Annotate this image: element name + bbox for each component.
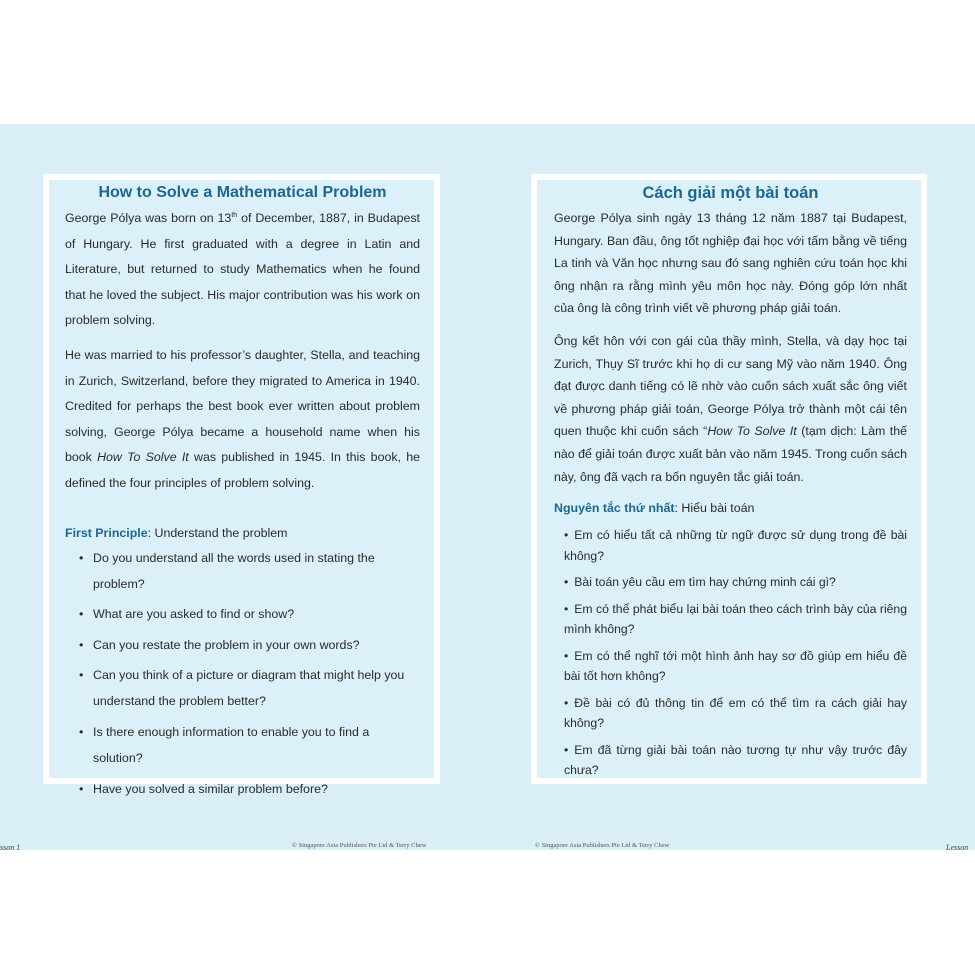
copyright-left: © Singapore Asia Publishers Pte Ltd & Terry Chew [292,842,427,849]
vietnamese-question-list [554,525,907,781]
list-item: • Do you understand all the words used in stating the problem? [65,545,420,597]
list-item: • Can you restate the problem in your own words? [65,632,420,658]
english-paragraph-1: George Pólya was born on 13th of December, 1887, in Budapest of Hungary. He first graduated with a degree in Latin and Literature, but returned to study Mathematics when he found that he loved the subject. His major contribution was his work on problem solving. [65,211,420,328]
vietnamese-title: Cách giải một bài toán [642,184,819,202]
list-item: • Is there enough information to enable you to find a solution? [65,719,420,771]
english-paragraph-2: He was married to his professor’s daughter, Stella, and teaching in Zurich, Switzerland, before they migrated to America in 1940. Credited for perhaps the best book ever written about problem solving, George Pólya became a household name when his book How To Solve It was published in 1945. In this book, he defined the four principles of problem solving. [65,347,420,490]
page-edge-label-left: sson 1 [0,843,21,852]
vietnamese-paragraph-1: George Pólya sinh ngày 13 tháng 12 năm 1887 tại Budapest, Hungary. Ban đầu, ông tốt nghiệp đại học với tấm bằng về tiếng La tinh và Văn học nhưng sau đó sang nghiên cứu toán học khi ông nhận ra rằng mình yêu môn học này. Đóng góp lớn nhất của ông là công trình viết về phương pháp giải toán. [554,211,907,316]
bullet-icon: • [564,695,569,710]
bullet-icon: • [79,607,84,622]
list-item: • Em đã từng giải bài toán nào tương tự như vậy trước đây chưa? [564,742,907,778]
vietnamese-principle-heading: Nguyên tắc thứ nhất: Hiểu bài toán [554,501,755,516]
bullet-icon: • [79,724,84,739]
bullet-icon: • [564,601,569,616]
list-item: • What are you asked to find or show? [65,601,420,627]
bullet-icon: • [564,742,569,757]
page-edge-label-right: Lesson [946,843,969,852]
english-principle-heading: First Principle: Understand the problem [65,525,288,540]
bullet-icon: • [79,781,84,796]
list-item: • Bài toán yêu cầu em tìm hay chứng minh cái gì? [564,575,836,590]
book-spread [0,124,975,850]
bullet-icon: • [564,648,569,663]
bullet-icon: • [79,550,84,565]
english-question-list [65,545,420,802]
list-item: • Can you think of a picture or diagram that might help you understand the problem better? [65,662,420,714]
vietnamese-paragraph-2: Ông kết hôn với con gái của thầy mình, Stella, và dạy học tại Zurich, Thụy Sĩ trước khi họ di cư sang Mỹ vào năm 1940. Ông đạt được danh tiếng có lẽ nhờ vào cuốn sách xuất sắc ông viết về phương pháp giải toán, George Pólya trở thành một cái tên quen thuộc khi cuốn sách “How To Solve It (tạm dịch: Làm thế nào để giải toán được xuất bản vào năm 1945. Trong cuốn sách này, ông đã vạch ra bốn nguyên tắc giải toán. [554,333,907,484]
english-title: How to Solve a Mathematical Problem [98,184,387,201]
list-item: • Have you solved a similar problem before? [65,776,420,802]
list-item: • Em có thể phát biểu lại bài toán theo cách trình bày của riêng mình không? [564,601,907,637]
bullet-icon: • [79,637,84,652]
list-item: • Đề bài có đủ thông tin để em có thể tìm ra cách giải hay không? [564,695,907,731]
bullet-icon: • [564,575,569,590]
vietnamese-panel [531,174,927,784]
bullet-icon: • [564,528,569,543]
list-item: • Em có hiểu tất cả những từ ngữ được sử dụng trong đề bài không? [564,528,907,563]
english-panel [43,174,440,796]
bullet-icon: • [79,668,84,683]
list-item: • Em có thể nghĩ tới một hình ảnh hay sơ đồ giúp em hiểu đề bài tốt hơn không? [564,648,907,684]
copyright-right: © Singapore Asia Publishers Pte Ltd & Terry Chew [535,842,670,849]
